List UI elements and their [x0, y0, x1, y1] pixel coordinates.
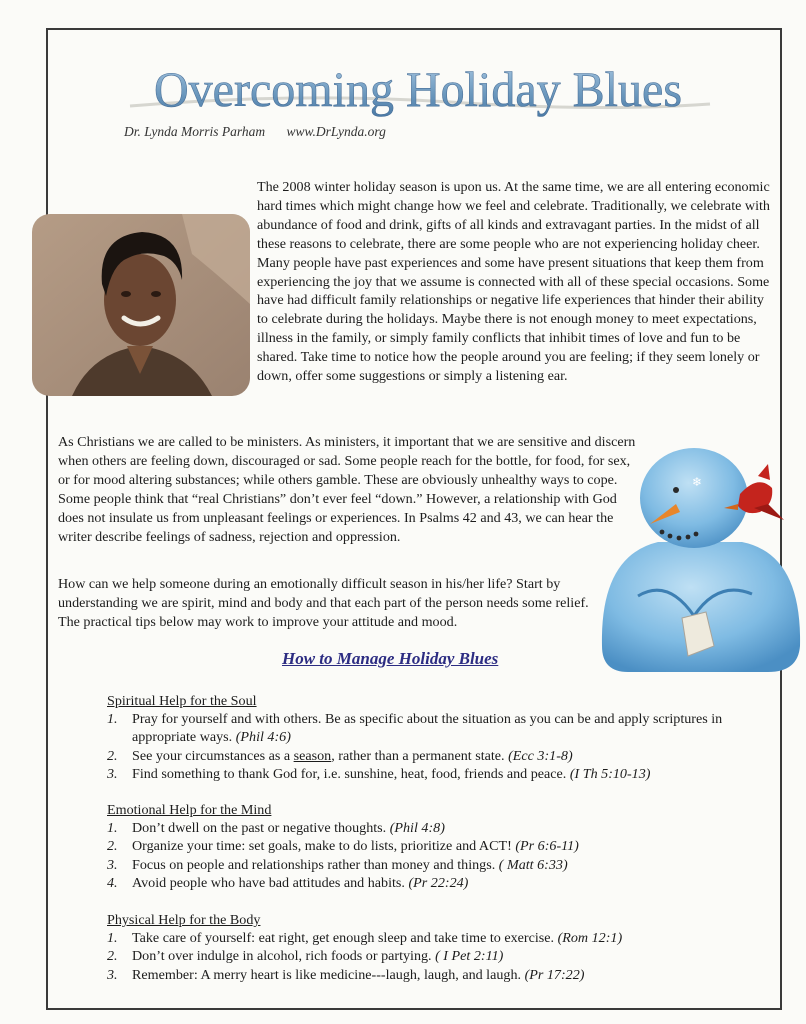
tip-text: See your circumstances as a: [132, 747, 294, 764]
spiritual-section: [107, 692, 747, 783]
list-number: 1.: [107, 711, 118, 728]
tip-text: Organize your time: set goals, make to do lists, prioritize and ACT!: [132, 838, 512, 855]
tip-text: Focus on people and relationships rather than money and things.: [132, 856, 496, 873]
scripture-ref: (Phil 4:6): [235, 729, 291, 746]
ministers-paragraph: As Christians we are called to be ministers. As ministers, it important that we are sensitive and discern when others are feeling down, discouraged or sad. Some people reach for the bottle, for food, for sex, or for mood altering substances; while others gamble. These are obviously unhealthy ways to cope. Some people think that “real Christians” don’t ever feel “down.” However, a relationship with God does not insulate us from unpleasant feelings or experiences. In Psalms 42 and 43, we can hear the writer describe feelings of sadness, rejection and oppression.: [58, 434, 636, 545]
list-item: [107, 819, 747, 837]
title-text: Overcoming Holiday Blues: [154, 61, 682, 117]
tips-heading: How to Manage Holiday Blues: [282, 649, 499, 668]
scripture-ref: (Phil 4:8): [389, 820, 445, 837]
list-number: 2.: [107, 747, 118, 764]
scripture-ref: ( Matt 6:33): [498, 856, 568, 873]
snowman-illustration: [598, 446, 802, 674]
title-graphic: [150, 44, 690, 124]
list-number: 3.: [107, 765, 118, 782]
tip-text: , rather than a permanent state.: [331, 747, 505, 764]
scripture-ref: (Pr 6:6-11): [515, 838, 579, 855]
list-item: [107, 747, 747, 765]
list-number: 1.: [107, 820, 118, 837]
tip-text: Remember: A merry heart is like medicine---laugh, laugh, and laugh.: [132, 966, 522, 983]
tips-list: [107, 929, 747, 984]
scripture-ref: (I Th 5:10-13): [569, 765, 651, 782]
scripture-ref: (Rom 12:1): [557, 930, 623, 947]
list-number: 2.: [107, 838, 118, 855]
tip-text: Find something to thank God for, i.e. sunshine, heat, food, friends and peace.: [132, 765, 567, 782]
page-title: [150, 44, 690, 124]
tip-text: Take care of yourself: eat right, get enough sleep and take time to exercise.: [132, 930, 555, 947]
list-item: [107, 966, 747, 984]
list-number: 3.: [107, 966, 118, 983]
physical-section: [107, 911, 747, 984]
list-item: [107, 765, 747, 783]
list-number: 1.: [107, 930, 118, 947]
help-paragraph: How can we help someone during an emotionally difficult season in his/her life? Start by understanding we are spirit, mind and body and that each part of the person needs some relief. The practical tips below may work to improve your attitude and mood.: [58, 576, 589, 630]
list-item: [107, 874, 747, 892]
list-item: [107, 856, 747, 874]
tip-text: Avoid people who have bad attitudes and habits.: [132, 874, 405, 891]
list-item: [107, 947, 747, 965]
list-item: [107, 929, 747, 947]
emotional-section: [107, 801, 747, 892]
author-name: Dr. Lynda Morris Parham: [124, 124, 266, 139]
svg-text:❄: ❄: [692, 475, 703, 489]
section-title: Physical Help for the Body: [107, 912, 261, 928]
tip-text: Don’t over indulge in alcohol, rich foods or partying.: [132, 948, 432, 965]
website-link[interactable]: www.DrLynda.org: [286, 124, 386, 139]
tips-list: [107, 710, 747, 783]
tip-text: Don’t dwell on the past or negative thoughts.: [132, 820, 387, 837]
scripture-ref: (Pr 22:24): [408, 874, 469, 891]
list-item: [107, 837, 747, 855]
section-title: Emotional Help for the Mind: [107, 802, 272, 818]
scripture-ref: (Ecc 3:1-8): [508, 747, 573, 764]
intro-paragraph: The 2008 winter holiday season is upon us. At the same time, we are all entering economic hard times which might change how we feel and celebrate. Traditionally, we celebrate with abundance of food and drink, gifts of all kinds and extravagant parties. In the midst of all these reasons to celebrate, there are some people who are not experiencing holiday cheer. Many people have past experiences and some have present situations that keep them from experiencing the joy that we assume is connected with all of these special occasions. Some have had difficult family relationships or negative life experiences that hinder their ability to celebrate during the holidays. Maybe there is not enough money to meet expectations, illness in the family, or simply family conflicts that inhibit times of love and fun to be shared. Take time to notice how the people around you are feeling; if they seem lonely or down, offer some suggestions or simply a listening ear.: [257, 179, 770, 385]
list-item: [107, 710, 747, 746]
list-number: 3.: [107, 856, 118, 873]
tip-text: Pray for yourself and with others. Be as specific about the situation as you can be and apply scriptures in appropriate ways.: [132, 711, 723, 746]
tips-list: [107, 819, 747, 892]
tip-emphasis: season: [293, 747, 332, 764]
byline: [124, 124, 386, 140]
section-title: Spiritual Help for the Soul: [107, 693, 257, 709]
list-number: 2.: [107, 948, 118, 965]
list-number: 4.: [107, 874, 118, 891]
scripture-ref: (Pr 17:22): [524, 966, 585, 983]
author-photo: [32, 214, 250, 396]
scripture-ref: ( I Pet 2:11): [435, 948, 504, 965]
